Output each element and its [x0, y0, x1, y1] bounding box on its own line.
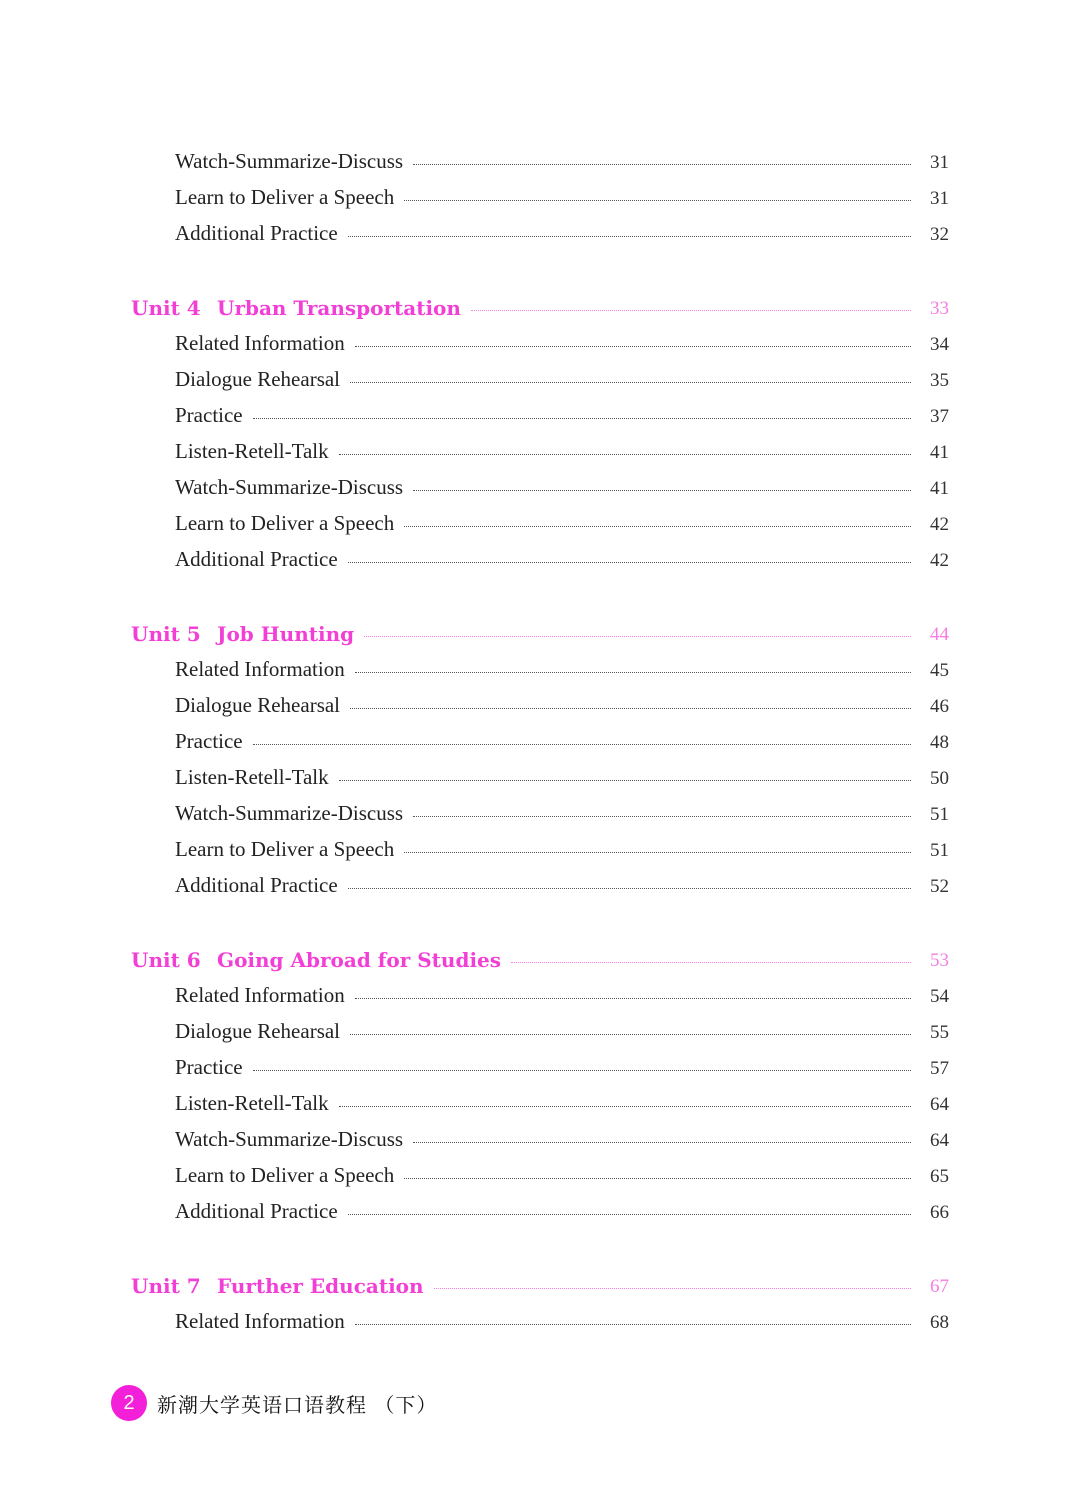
dot-leader [355, 345, 911, 347]
unit-heading-4[interactable] [0, 283, 1080, 320]
toc-entry[interactable] [0, 826, 1080, 862]
toc-entry[interactable] [0, 1152, 1080, 1188]
toc-entry[interactable] [0, 1080, 1080, 1116]
toc-entry-page: 55 [930, 1022, 949, 1043]
toc-entry-title: Listen-Retell-Talk [175, 765, 329, 789]
toc-entry[interactable] [0, 320, 1080, 356]
toc-entry[interactable] [0, 972, 1080, 1008]
dot-leader [348, 887, 911, 889]
dot-leader [355, 1323, 911, 1325]
unit-name: Urban Transportation [217, 296, 461, 320]
toc-entry-title: Learn to Deliver a Speech [175, 1163, 395, 1187]
dot-leader [434, 1287, 911, 1289]
toc-entry[interactable] [0, 356, 1080, 392]
toc-entry-page: 41 [930, 478, 949, 499]
toc-entry-title: Learn to Deliver a Speech [175, 511, 395, 535]
toc-entry[interactable] [0, 174, 1080, 210]
dot-leader [339, 1105, 911, 1107]
toc-entry[interactable] [0, 1298, 1080, 1334]
toc-entry-page: 68 [930, 1312, 949, 1333]
dot-leader [404, 525, 911, 527]
toc-entry-page: 64 [930, 1094, 949, 1115]
toc-entry-page: 54 [930, 986, 949, 1007]
toc-entry-page: 57 [930, 1058, 949, 1079]
unit-name: Job Hunting [217, 622, 355, 646]
unit-name: Further Education [217, 1274, 424, 1298]
toc-entry[interactable] [0, 718, 1080, 754]
toc-entry-title: Watch-Summarize-Discuss [175, 475, 404, 499]
table-of-contents [0, 138, 1080, 1334]
page-footer [111, 1385, 437, 1421]
toc-entry[interactable] [0, 1044, 1080, 1080]
toc-entry-page: 66 [930, 1202, 949, 1223]
toc-entry[interactable] [0, 1008, 1080, 1044]
toc-entry-title: Practice [175, 1055, 243, 1079]
toc-entry-title: Additional Practice [175, 547, 338, 571]
dot-leader [348, 1213, 911, 1215]
toc-entry[interactable] [0, 392, 1080, 428]
dot-leader [413, 1141, 911, 1143]
unit-name: Going Abroad for Studies [217, 948, 502, 972]
toc-entry-page: 65 [930, 1166, 949, 1187]
toc-entry-page: 35 [930, 370, 949, 391]
toc-entry[interactable] [0, 754, 1080, 790]
toc-entry[interactable] [0, 210, 1080, 246]
toc-entry-title: Related Information [175, 983, 345, 1007]
unit-heading-5[interactable] [0, 609, 1080, 646]
toc-entry-page: 41 [930, 442, 949, 463]
toc-entry-page: 45 [930, 660, 949, 681]
dot-leader [339, 453, 911, 455]
unit-heading-7[interactable] [0, 1261, 1080, 1298]
dot-leader [253, 417, 911, 419]
dot-leader [350, 1033, 911, 1035]
toc-entry[interactable] [0, 1116, 1080, 1152]
dot-leader [404, 199, 911, 201]
toc-entry-title: Related Information [175, 657, 345, 681]
toc-entry-page: 31 [930, 152, 949, 173]
book-title: 新潮大学英语口语教程 （下） [157, 1392, 438, 1417]
toc-entry[interactable] [0, 428, 1080, 464]
dot-leader [348, 235, 911, 237]
dot-leader [253, 743, 911, 745]
toc-entry-page: 42 [930, 550, 949, 571]
dot-leader [355, 671, 911, 673]
toc-entry-title: Watch-Summarize-Discuss [175, 1127, 404, 1151]
dot-leader [404, 1177, 911, 1179]
toc-entry-page: 42 [930, 514, 949, 535]
toc-entry-page: 31 [930, 188, 949, 209]
dot-leader [348, 561, 911, 563]
page-number-badge: 2 [111, 1385, 147, 1421]
toc-entry-title: Related Information [175, 1309, 345, 1333]
unit-label: Unit 4 [131, 296, 201, 320]
toc-entry-page: 50 [930, 768, 949, 789]
unit-heading-title [131, 1274, 424, 1298]
toc-entry-title: Dialogue Rehearsal [175, 693, 341, 717]
dot-leader [364, 635, 911, 637]
toc-entry[interactable] [0, 862, 1080, 898]
toc-entry-page: 32 [930, 224, 949, 245]
toc-entry-page: 52 [930, 876, 949, 897]
unit-label: Unit 7 [131, 1274, 201, 1298]
dot-leader [253, 1069, 911, 1071]
toc-entry-title: Listen-Retell-Talk [175, 1091, 329, 1115]
toc-entry-title: Dialogue Rehearsal [175, 1019, 341, 1043]
dot-leader [511, 961, 911, 963]
toc-entry-page: 51 [930, 840, 949, 861]
toc-entry-page: 37 [930, 406, 949, 427]
toc-entry-page: 48 [930, 732, 949, 753]
unit-page: 53 [930, 950, 949, 971]
dot-leader [350, 381, 911, 383]
dot-leader [355, 997, 911, 999]
toc-entry-title: Practice [175, 403, 243, 427]
toc-entry-page: 34 [930, 334, 949, 355]
toc-entry[interactable] [0, 138, 1080, 174]
unit-heading-6[interactable] [0, 935, 1080, 972]
dot-leader [350, 707, 911, 709]
dot-leader [413, 489, 911, 491]
unit-heading-title [131, 296, 461, 320]
toc-entry-title: Learn to Deliver a Speech [175, 837, 395, 861]
toc-entry[interactable] [0, 536, 1080, 572]
toc-entry-title: Dialogue Rehearsal [175, 367, 341, 391]
toc-entry-title: Watch-Summarize-Discuss [175, 149, 404, 173]
unit-label: Unit 6 [131, 948, 201, 972]
toc-entry-title: Listen-Retell-Talk [175, 439, 329, 463]
unit-heading-title [131, 948, 501, 972]
toc-entry[interactable] [0, 790, 1080, 826]
toc-entry-title: Additional Practice [175, 1199, 338, 1223]
toc-entry-title: Related Information [175, 331, 345, 355]
toc-entry-title: Watch-Summarize-Discuss [175, 801, 404, 825]
dot-leader [413, 163, 911, 165]
toc-entry[interactable] [0, 464, 1080, 500]
dot-leader [339, 779, 911, 781]
unit-page: 44 [930, 624, 949, 645]
unit-heading-title [131, 622, 354, 646]
toc-entry-title: Practice [175, 729, 243, 753]
unit-page: 67 [930, 1276, 949, 1297]
toc-entry-page: 64 [930, 1130, 949, 1151]
toc-entry-title: Learn to Deliver a Speech [175, 185, 395, 209]
toc-entry[interactable] [0, 646, 1080, 682]
dot-leader [471, 309, 911, 311]
unit-page: 33 [930, 298, 949, 319]
toc-entry[interactable] [0, 500, 1080, 536]
dot-leader [404, 851, 911, 853]
toc-entry-page: 46 [930, 696, 949, 717]
toc-entry[interactable] [0, 1188, 1080, 1224]
toc-entry-page: 51 [930, 804, 949, 825]
dot-leader [413, 815, 911, 817]
toc-entry-title: Additional Practice [175, 873, 338, 897]
toc-entry-title: Additional Practice [175, 221, 338, 245]
unit-label: Unit 5 [131, 622, 201, 646]
toc-entry[interactable] [0, 682, 1080, 718]
